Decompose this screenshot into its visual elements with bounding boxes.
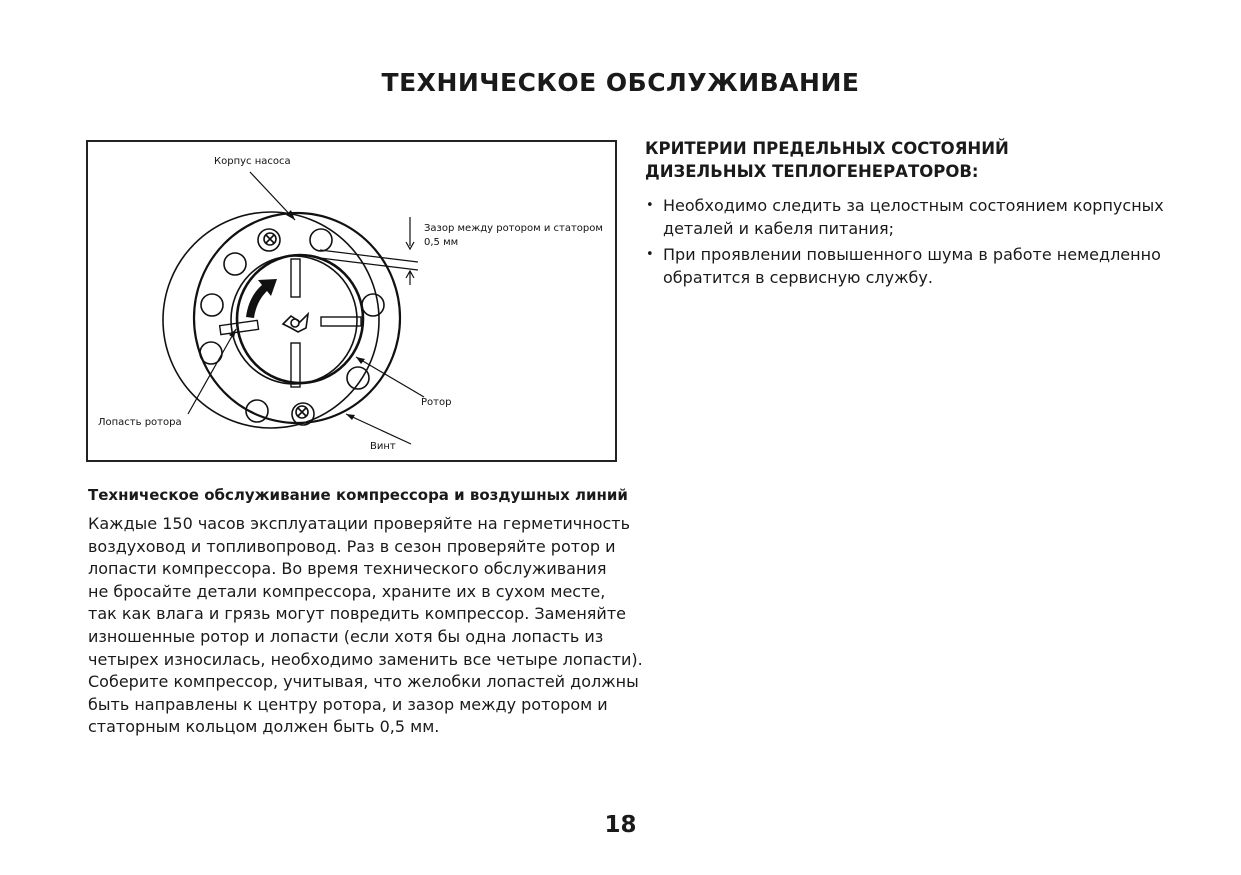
paragraph-line: Соберите компрессор, учитывая, что желобки лопастей должны bbox=[88, 672, 639, 692]
criteria-heading bbox=[645, 137, 1009, 183]
label-rotor: Ротор bbox=[421, 397, 452, 408]
paragraph-line: изношенные ротор и лопасти (если хотя бы одна лопасть из bbox=[88, 626, 604, 646]
paragraph-line: четырех износилась, необходимо заменить все четыре лопасти). bbox=[88, 649, 643, 669]
pump-housing-flange bbox=[194, 213, 400, 423]
list-item bbox=[645, 243, 1165, 289]
page-number: 18 bbox=[604, 812, 637, 838]
rotor-hub bbox=[283, 314, 308, 332]
list-item-line: • При проявлении повышенного шума в работе немедленно bbox=[663, 245, 1161, 264]
page-title: ТЕХНИЧЕСКОЕ ОБСЛУЖИВАНИЕ bbox=[381, 68, 860, 97]
label-rotor-blade: Лопасть ротора bbox=[98, 417, 182, 428]
paragraph-line: быть направлены к центру ротора, и зазор между ротором и bbox=[88, 694, 608, 714]
criteria-heading-line: ДИЗЕЛЬНЫХ ТЕПЛОГЕНЕРАТОРОВ: bbox=[645, 162, 979, 181]
label-gap-line1: Зазор между ротором и статором bbox=[424, 223, 603, 234]
rotation-arrow-icon bbox=[246, 279, 277, 318]
label-screw: Винт bbox=[370, 441, 396, 452]
label-pump-housing: Корпус насоса bbox=[214, 156, 291, 167]
list-item bbox=[645, 194, 1165, 240]
rotor bbox=[231, 256, 357, 384]
paragraph-line: Каждые 150 часов эксплуатации проверяйте на герметичность bbox=[88, 514, 631, 533]
criteria-heading-line: КРИТЕРИИ ПРЕДЕЛЬНЫХ СОСТОЯНИЙ bbox=[645, 139, 1009, 158]
criteria-list bbox=[645, 194, 1165, 292]
paragraph-line: так как влага и грязь могут повредить компрессор. Заменяйте bbox=[88, 604, 626, 624]
compressor-section-heading: Техническое обслуживание компрессора и воздушных линий bbox=[88, 486, 628, 504]
list-item-line: • Необходимо следить за целостным состоянием корпусных bbox=[663, 196, 1164, 215]
label-gap-line2: 0,5 мм bbox=[424, 237, 459, 248]
compressor-diagram bbox=[86, 140, 617, 462]
paragraph-line: воздуховод и топливопровод. Раз в сезон проверяйте ротор и bbox=[88, 536, 616, 556]
list-item-line: обратится в сервисную службу. bbox=[663, 268, 933, 287]
paragraph-line: не бросайте детали компрессора, храните их в сухом месте, bbox=[88, 581, 606, 601]
paragraph-line: статорным кольцом должен быть 0,5 мм. bbox=[88, 717, 440, 737]
compressor-diagram-drawing bbox=[88, 142, 615, 460]
compressor-section-text bbox=[88, 513, 643, 739]
list-item-line: деталей и кабеля питания; bbox=[663, 219, 895, 238]
paragraph-line: лопасти компрессора. Во время технического обслуживания bbox=[88, 559, 607, 579]
